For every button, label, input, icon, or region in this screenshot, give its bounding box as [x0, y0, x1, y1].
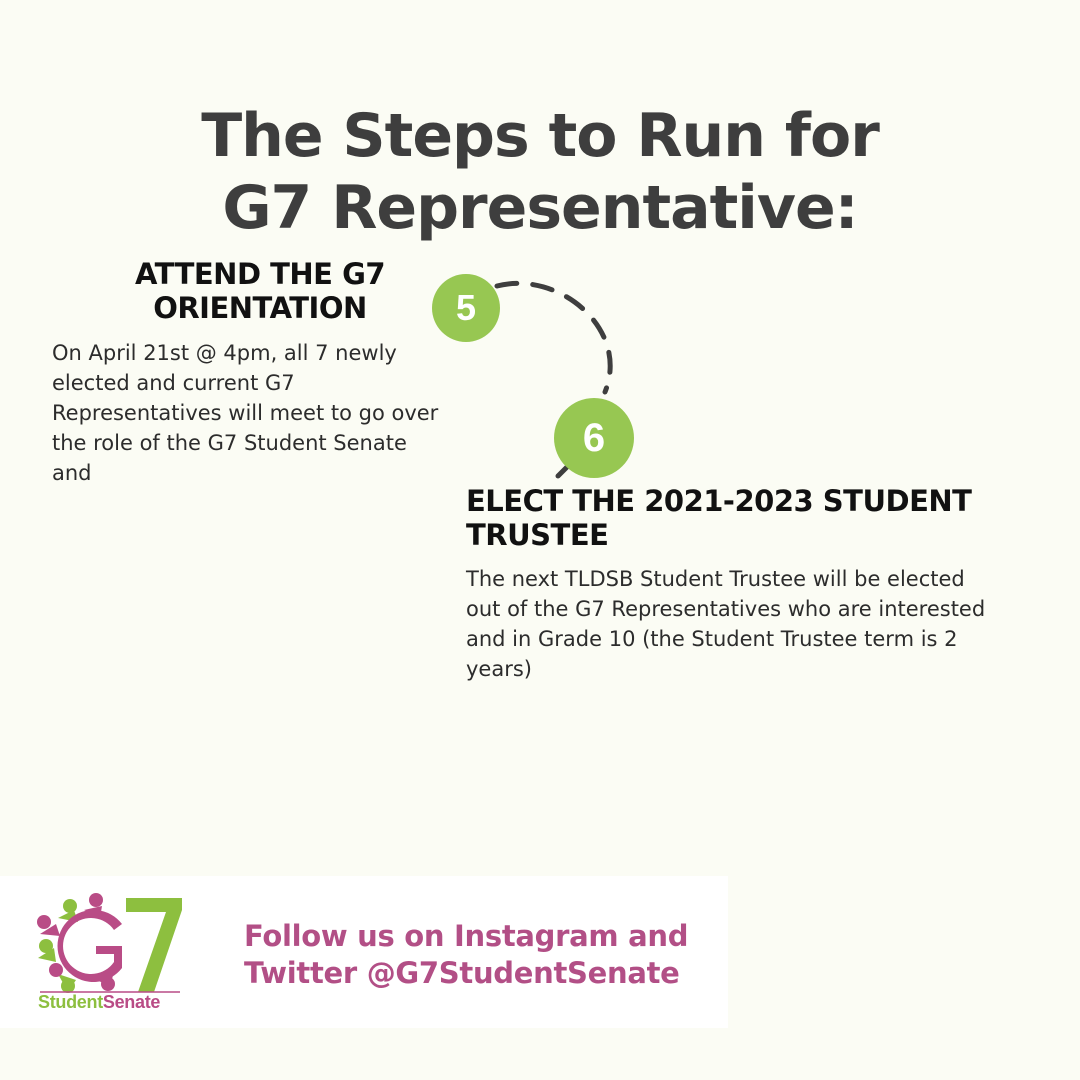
step-6-description: The next TLDSB Student Trustee will be elected out of the G7 Representatives who are interested and in Grade 10 (the Student Trustee term is 2 years) — [466, 567, 986, 681]
logo-wordmark — [38, 992, 188, 1013]
step-6-number-badge: 6 — [554, 398, 634, 478]
page-title-line-2: G7 Representative: — [222, 173, 858, 243]
follow-us-line-2: Twitter @G7StudentSenate — [244, 956, 680, 990]
logo-wordmark-senate: Senate — [102, 992, 161, 1012]
step-5-heading — [110, 257, 410, 325]
step-5-heading-line-2: ORIENTATION — [153, 291, 367, 325]
follow-us-text — [244, 918, 714, 992]
logo-wordmark-student: Student — [38, 992, 103, 1012]
step-6-heading-line-1: ELECT THE 2021-2023 STUDENT — [466, 484, 972, 518]
step-6-heading — [466, 484, 986, 552]
step-6-heading-line-2: TRUSTEE — [466, 518, 609, 552]
page-title-line-1: The Steps to Run for — [201, 101, 879, 171]
step-5-description: On April 21st @ 4pm, all 7 newly elected and current G7 Representatives will meet to go over the role of the G7 Student Senate and — [52, 341, 439, 485]
step-5-heading-line-1: ATTEND THE G7 — [134, 257, 386, 291]
step-5-number-badge: 5 — [432, 274, 500, 342]
follow-us-line-1: Follow us on Instagram and — [244, 919, 689, 953]
